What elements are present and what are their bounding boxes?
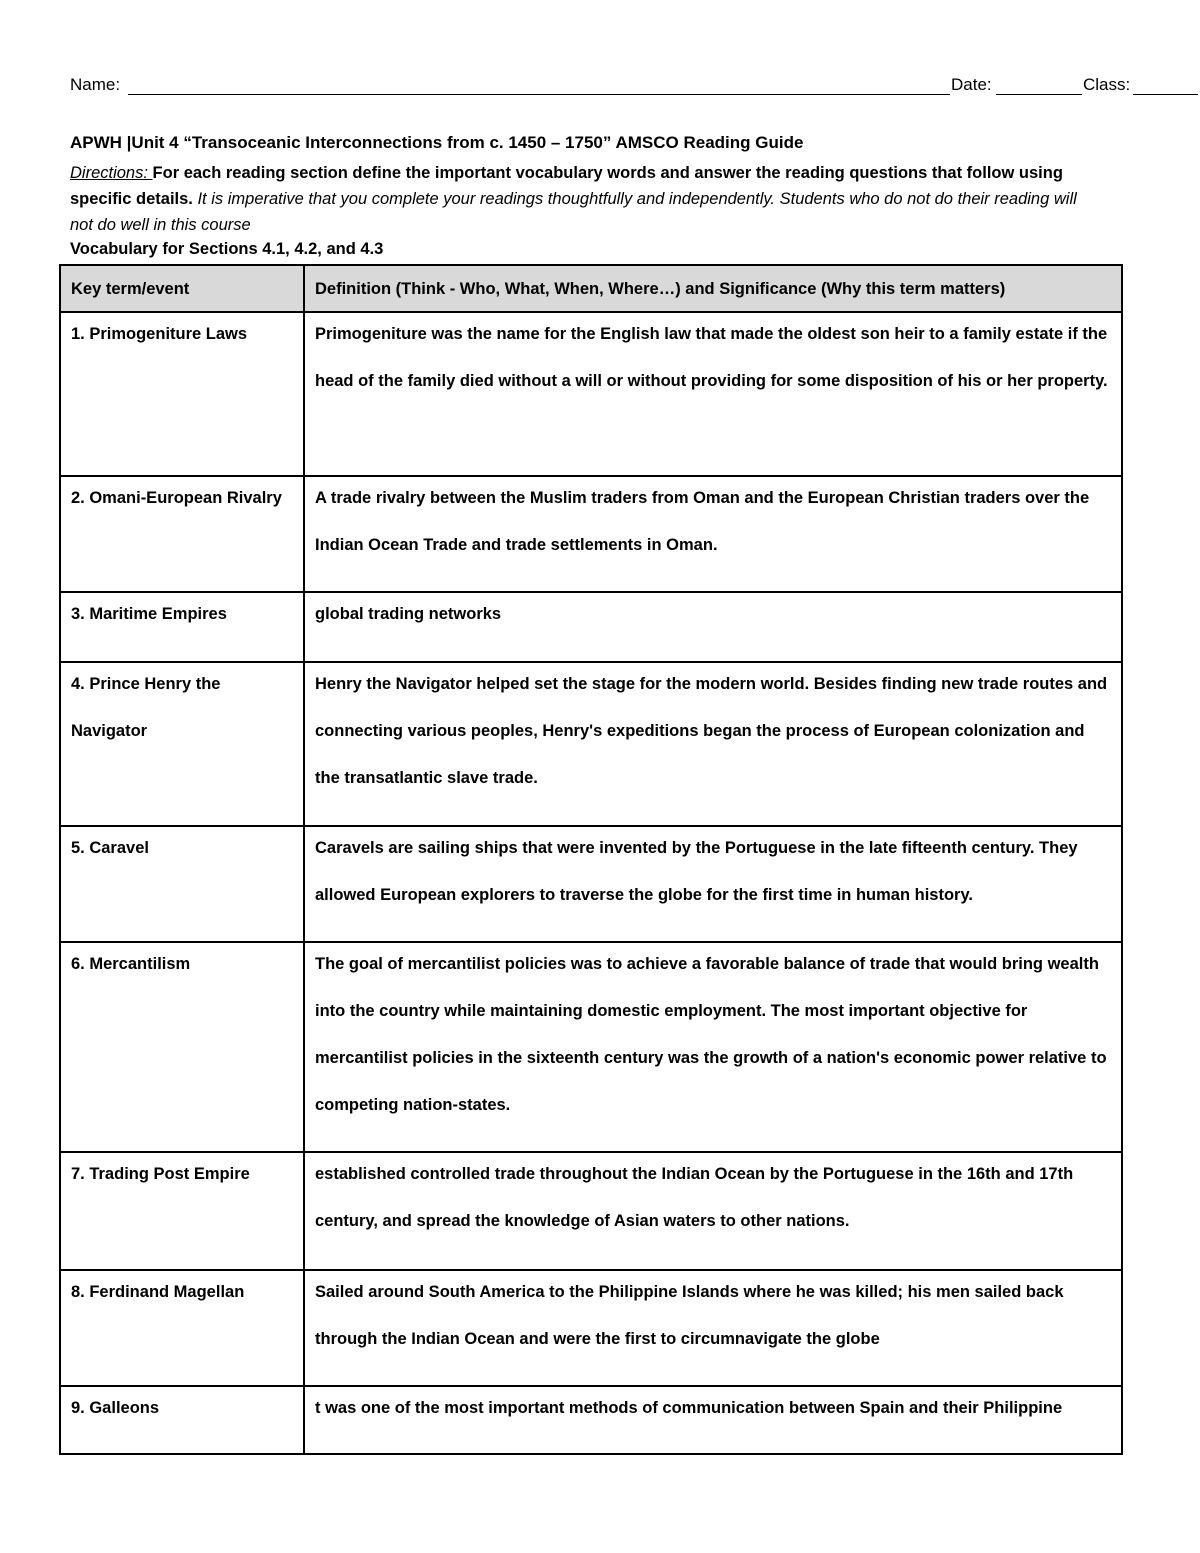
definition-text: Henry the Navigator helped set the stage for the modern world. Besides finding new trade routes and connecting various peoples, Henry's expeditions began the process of European colonization and the transatlantic slave trade. xyxy=(315,675,1108,787)
header-definition: Definition (Think - Who, What, When, Where…) and Significance (Why this term matters) xyxy=(304,265,1122,312)
definition-cell[interactable] xyxy=(304,476,1122,592)
term-cell xyxy=(60,826,304,942)
definition-text: global trading networks xyxy=(315,605,502,623)
table-row xyxy=(60,942,1122,1152)
term-text: 5. Caravel xyxy=(71,839,149,857)
definition-cell[interactable] xyxy=(304,1386,1122,1454)
definition-cell[interactable] xyxy=(304,1270,1122,1386)
class-blank[interactable] xyxy=(1133,94,1198,95)
definition-text: A trade rivalry between the Muslim traders from Oman and the European Christian traders over the Indian Ocean Trade and trade settlements in Oman. xyxy=(315,489,1090,554)
date-blank[interactable] xyxy=(996,94,1082,95)
term-cell xyxy=(60,1386,304,1454)
class-label: Class: xyxy=(1083,75,1131,94)
term-cell xyxy=(60,312,304,476)
table-row xyxy=(60,592,1122,662)
term-text: 3. Maritime Empires xyxy=(71,605,227,623)
term-cell xyxy=(60,1270,304,1386)
header-key-term: Key term/event xyxy=(60,265,304,312)
term-text: 9. Galleons xyxy=(71,1399,160,1417)
term-text: 7. Trading Post Empire xyxy=(71,1165,250,1183)
page-title: APWH |Unit 4 “Transoceanic Interconnections from c. 1450 – 1750” AMSCO Reading Guide xyxy=(70,133,804,152)
directions xyxy=(70,160,1100,238)
definition-cell[interactable] xyxy=(304,312,1122,476)
definition-text: The goal of mercantilist policies was to achieve a favorable balance of trade that would bring wealth into the country while maintaining domestic employment. The most important objective for mercantilist policies in the sixteenth century was the growth of a nation's economic power relative to competing nation-states. xyxy=(315,955,1107,1114)
date-label: Date: xyxy=(951,75,992,94)
table-row xyxy=(60,1270,1122,1386)
definition-text: Caravels are sailing ships that were invented by the Portuguese in the late fifteenth century. They allowed European explorers to traverse the globe for the first time in human history. xyxy=(315,839,1078,904)
definition-cell[interactable] xyxy=(304,942,1122,1152)
term-text: 4. Prince Henry the Navigator xyxy=(71,675,221,740)
table-row xyxy=(60,476,1122,592)
definition-text: t was one of the most important methods of communication between Spain and their Philippine xyxy=(315,1399,1063,1417)
vocab-table xyxy=(59,264,1123,1455)
header-fill-in-line xyxy=(70,75,1131,97)
term-cell xyxy=(60,592,304,662)
definition-cell[interactable] xyxy=(304,592,1122,662)
term-text: 2. Omani-European Rivalry xyxy=(71,489,282,507)
table-row xyxy=(60,662,1122,826)
term-cell xyxy=(60,1152,304,1270)
directions-text: For each reading section define the important vocabulary words and answer the reading questions that follow using specific details. xyxy=(70,164,1063,208)
term-cell xyxy=(60,662,304,826)
definition-text: Sailed around South America to the Philippine Islands where he was killed; his men sailed back through the Indian Ocean and were the first to circumnavigate the globe xyxy=(315,1283,1064,1348)
definition-cell[interactable] xyxy=(304,826,1122,942)
table-row xyxy=(60,826,1122,942)
table-row xyxy=(60,1152,1122,1270)
definition-cell[interactable] xyxy=(304,662,1122,826)
table-header-row xyxy=(60,265,1122,312)
table-row xyxy=(60,1386,1122,1454)
term-text: 8. Ferdinand Magellan xyxy=(71,1283,245,1301)
name-blank[interactable] xyxy=(128,94,950,95)
name-label: Name: xyxy=(70,75,121,94)
term-cell xyxy=(60,942,304,1152)
directions-warning: It is imperative that you complete your readings thoughtfully and independently. Students who do not do their reading will not do well in this course xyxy=(70,190,1077,234)
definition-text: Primogeniture was the name for the English law that made the oldest son heir to a family estate if the head of the family died without a will or without providing for some disposition of his or her property. xyxy=(315,325,1108,390)
term-text: 6. Mercantilism xyxy=(71,955,191,973)
term-text: 1. Primogeniture Laws xyxy=(71,325,248,343)
term-cell xyxy=(60,476,304,592)
definition-cell[interactable] xyxy=(304,1152,1122,1270)
definition-text: established controlled trade throughout the Indian Ocean by the Portuguese in the 16th and 17th century, and spread the knowledge of Asian waters to other nations. xyxy=(315,1165,1074,1230)
vocab-heading: Vocabulary for Sections 4.1, 4.2, and 4.3 xyxy=(70,240,384,258)
table-row xyxy=(60,312,1122,476)
directions-label: Directions: xyxy=(70,164,153,182)
